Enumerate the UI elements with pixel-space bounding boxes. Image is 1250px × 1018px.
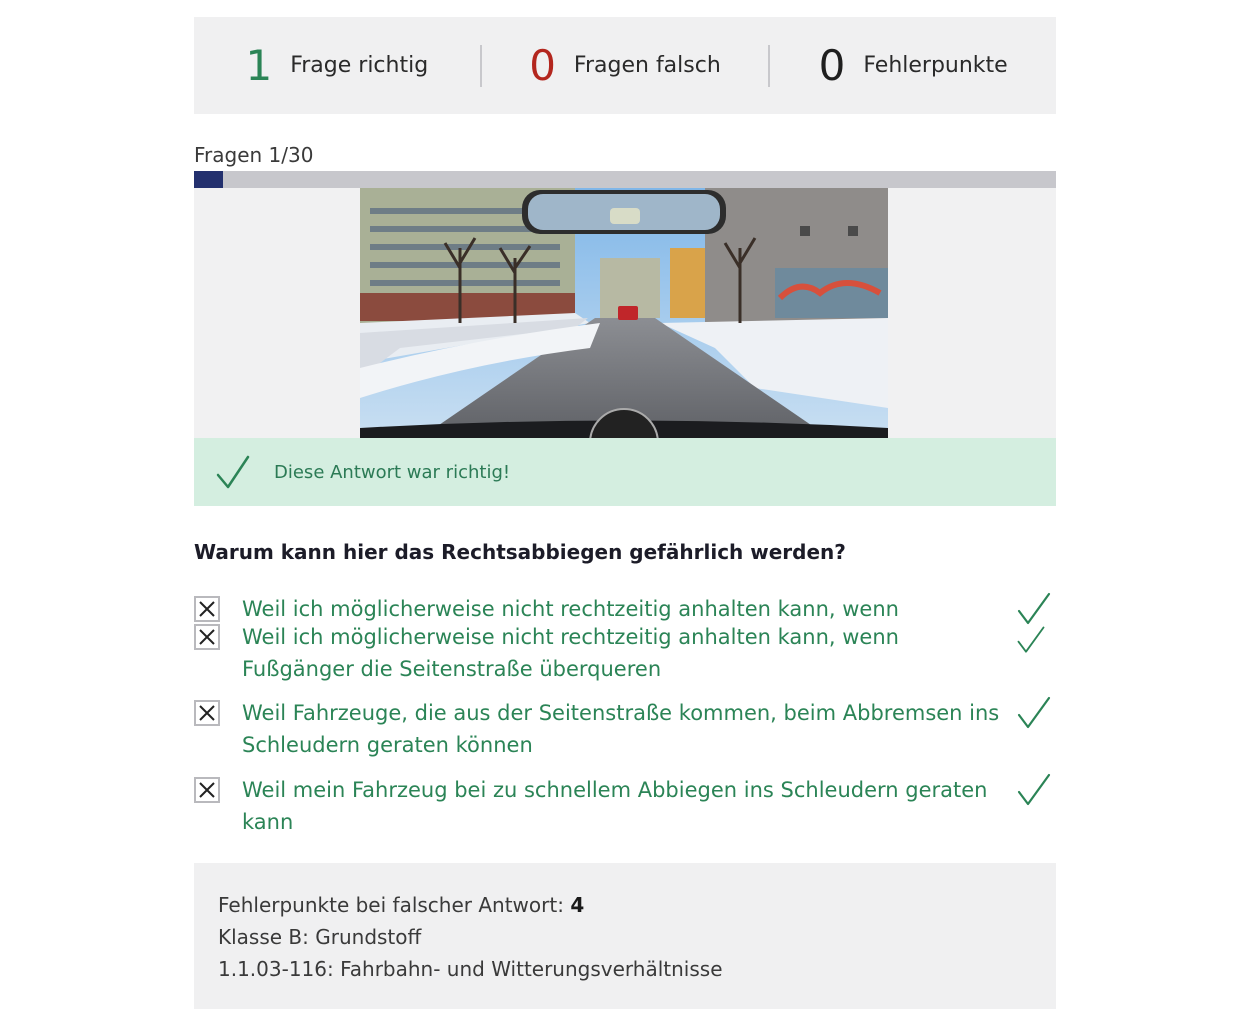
answer-checkbox[interactable] [194,777,220,803]
answer-text: Weil ich möglicherweise nicht rechtzeitig anhalten kann, wenn [242,597,899,621]
question-media [194,188,1056,438]
score-points [770,17,1056,114]
correct-check-icon [1016,591,1052,627]
score-panel [194,17,1056,114]
correct-count: 1 [245,40,273,90]
answer-checkbox[interactable] [194,624,220,650]
error-points-value: 4 [570,893,585,917]
error-points-line [218,889,1056,921]
quiz-container [194,17,1056,1009]
x-mark-icon [198,600,216,618]
progress-label: Fragen 1/30 [194,143,314,167]
topic-line: 1.1.03-116: Fahrbahn- und Witterungsverhältnisse [218,957,723,981]
class-line: Klasse B: Grundstoff [218,925,422,949]
x-mark-icon [198,781,216,799]
points-count: 0 [818,40,846,90]
check-icon [214,453,252,491]
progress-fill [194,171,223,188]
question-info-panel [194,863,1056,1009]
answer-text: Weil ich möglicherweise nicht rechtzeitig anhalten kann, wenn Fußgänger die Seitenstraße überqueren [242,625,899,681]
answer-list [194,593,1056,843]
error-points-label: Fehlerpunkte bei falscher Antwort: [218,893,564,917]
progress-bar [194,171,1056,188]
answer-checkbox[interactable] [194,596,220,622]
correct-check-icon [1016,772,1052,808]
score-wrong [482,17,769,114]
correct-check-icon [1016,625,1046,655]
answer-checkbox[interactable] [194,700,220,726]
feedback-text: Diese Antwort war richtig! [274,461,511,483]
wrong-label: Fragen falsch [573,53,721,78]
x-mark-icon [198,628,216,646]
driving-scene-image [360,188,888,438]
correct-check-icon [1016,695,1052,731]
answer-text: Weil mein Fahrzeug bei zu schnellem Abbiegen ins Schleudern geraten kann [242,778,988,834]
score-correct [194,17,480,114]
points-label: Fehlerpunkte [863,53,1008,78]
answer-text: Weil Fahrzeuge, die aus der Seitenstraße kommen, beim Abbremsen ins Schleudern geraten können [242,701,1000,757]
feedback-banner [194,438,1056,506]
x-mark-icon [198,704,216,722]
correct-label: Frage richtig [290,53,429,78]
question-text: Warum kann hier das Rechtsabbiegen gefährlich werden? [194,540,846,564]
wrong-count: 0 [529,40,556,90]
